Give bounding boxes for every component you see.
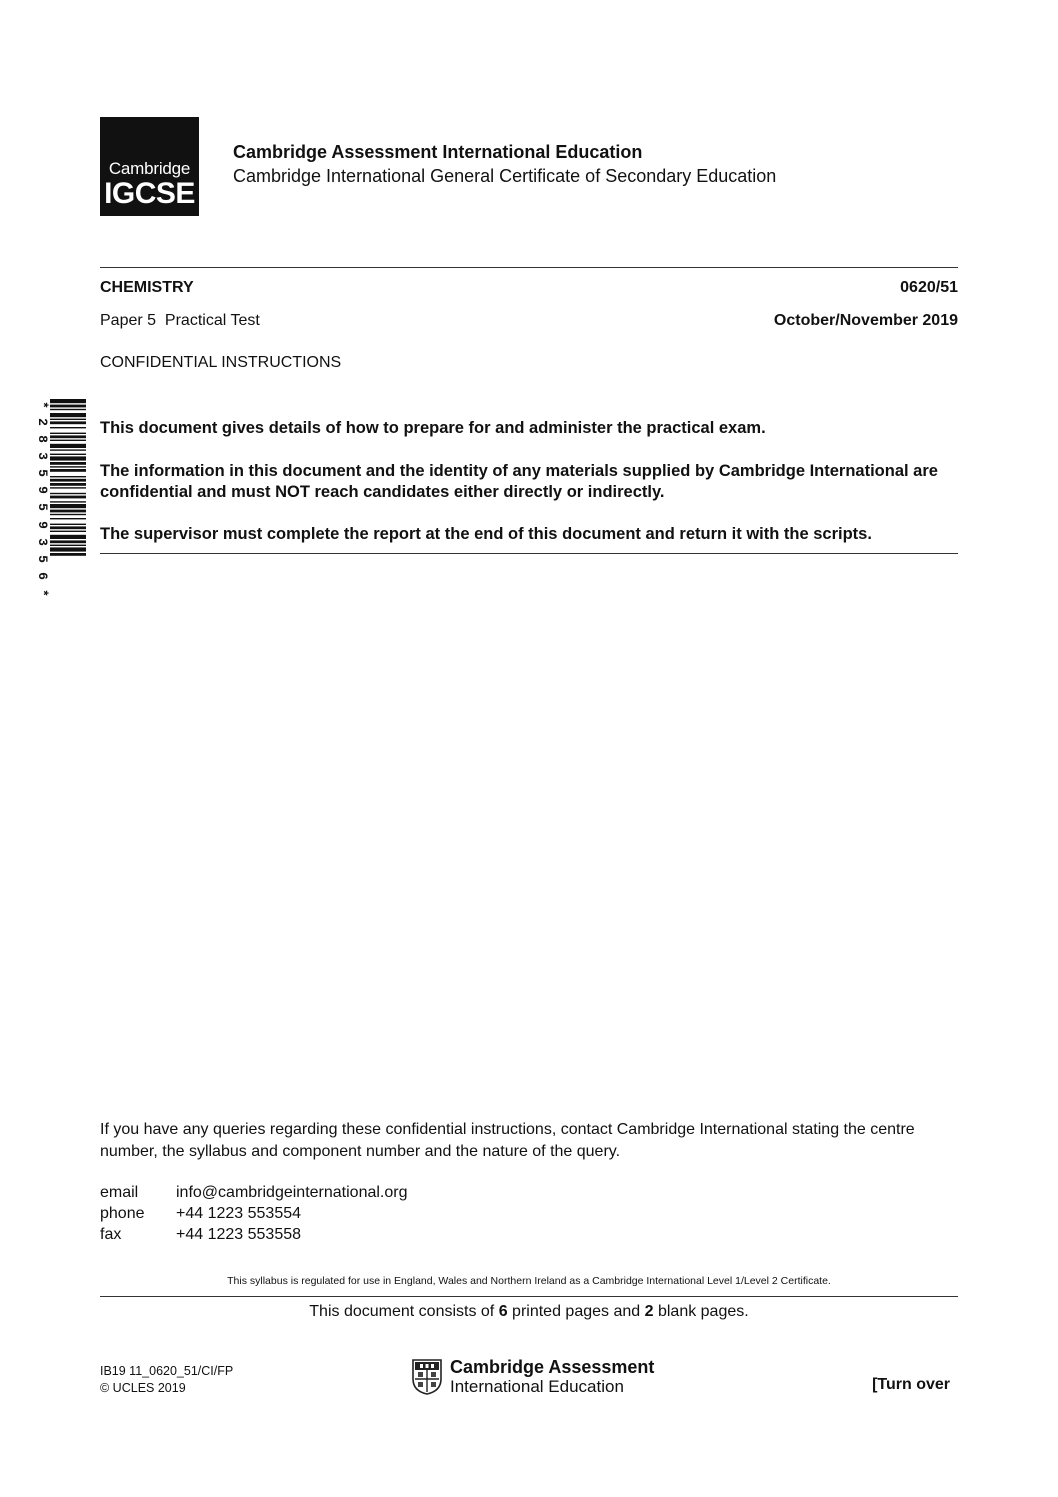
barcode-bar	[50, 547, 86, 551]
barcode-bar	[50, 444, 86, 448]
page-count-statement	[0, 1303, 1058, 1321]
notice-supervisor: The supervisor must complete the report at the end of this document and return it with the scripts.	[100, 525, 872, 543]
igcse-logo	[100, 117, 199, 216]
barcode-bar	[50, 435, 86, 438]
organisation-name: Cambridge Assessment International Education	[233, 142, 643, 162]
footer-divider	[100, 1296, 958, 1297]
consists-middle: printed pages and	[507, 1303, 645, 1320]
consists-prefix: This document consists of	[309, 1303, 499, 1320]
printed-pages-count: 6	[498, 1303, 508, 1320]
barcode-digit: 9	[35, 486, 50, 495]
blank-pages-count: 2	[644, 1303, 654, 1320]
barcode-digit: 2	[35, 418, 50, 426]
document-type: CONFIDENTIAL INSTRUCTIONS	[100, 354, 342, 371]
candidate-barcode	[36, 399, 86, 599]
turn-over-label: [Turn over	[872, 1376, 950, 1393]
barcode-digit: 6	[35, 571, 50, 580]
email-value[interactable]: info@cambridgeinternational.org	[176, 1184, 408, 1201]
barcode-digit: 5	[35, 503, 50, 512]
phone-value: +44 1223 553554	[176, 1205, 302, 1222]
fax-value: +44 1223 553558	[176, 1226, 302, 1243]
barcode-bar	[50, 545, 86, 546]
regulation-note: This syllabus is regulated for use in England, Wales and Northern Ireland as a Cambridge International Level 1/Level 2 Certificate.	[227, 1275, 831, 1287]
barcode-digit: *	[35, 588, 50, 597]
barcode-digit: 3	[35, 452, 50, 461]
queries-text: If you have any queries regarding these confidential instructions, contact Cambridge International stating the centre number, the syllabus and component number and the nature of the query.	[100, 1121, 915, 1160]
barcode-bar	[50, 510, 86, 513]
document-reference	[100, 1363, 233, 1397]
consists-suffix: blank pages.	[653, 1303, 749, 1320]
barcode-bar	[50, 454, 86, 455]
barcode-bar	[50, 413, 86, 417]
qualification-name: Cambridge International General Certificate of Secondary Education	[233, 166, 777, 186]
paper-title: Paper 5 Practical Test	[100, 312, 260, 329]
barcode-digit: 8	[35, 435, 50, 444]
barcode-bar	[50, 493, 86, 494]
barcode-bar	[50, 518, 86, 519]
footer-logo-line2: International Education	[450, 1377, 624, 1396]
barcode-bar	[50, 427, 86, 428]
barcode-bar	[50, 487, 86, 488]
exam-session: October/November 2019	[773, 312, 958, 329]
barcode-digit: 9	[35, 520, 50, 529]
barcode-bar	[50, 535, 86, 539]
cambridge-assessment-logo	[412, 1357, 655, 1399]
barcode-bar	[50, 526, 86, 529]
top-divider	[100, 267, 958, 268]
reference-code: IB19 11_0620_51/CI/FP	[100, 1364, 234, 1378]
logo-cambridge-text: Cambridge	[108, 159, 191, 178]
barcode-bar	[50, 476, 86, 477]
barcode-bar	[50, 421, 86, 424]
barcode-bar	[50, 449, 86, 450]
barcode-bar	[50, 501, 86, 502]
email-label: email	[100, 1184, 139, 1201]
barcode-bar	[50, 540, 86, 543]
barcode-bar	[50, 504, 86, 508]
notices-divider	[100, 553, 958, 554]
barcode-bar	[50, 419, 86, 420]
footer-logo-line1: Cambridge Assessment	[450, 1357, 655, 1377]
barcode-bar	[50, 409, 86, 410]
subject-title: CHEMISTRY	[100, 279, 194, 296]
barcode-bar	[50, 514, 86, 515]
barcode-bar	[50, 483, 86, 486]
crest-icon	[412, 1359, 442, 1395]
notice-prepare: This document gives details of how to prepare for and administer the practical exam.	[100, 419, 766, 437]
phone-label: phone	[100, 1205, 145, 1222]
barcode-digit: 5	[35, 554, 50, 563]
barcode-digit: 5	[35, 469, 50, 478]
barcode-bar	[50, 479, 86, 482]
logo-igcse-text: IGCSE	[104, 177, 195, 210]
barcode-bar	[50, 399, 86, 403]
barcode-digits	[36, 399, 48, 599]
barcode-bar	[50, 466, 86, 467]
barcode-bar	[50, 456, 86, 460]
barcode-bar	[50, 440, 86, 441]
notice-confidential: The information in this document and the identity of any materials supplied by Cambridge International are confidential and must NOT reach candidates either directly or indirectly.	[100, 462, 938, 501]
barcode-bar	[50, 433, 86, 434]
fax-label: fax	[100, 1226, 122, 1243]
barcode-bars	[50, 399, 86, 599]
barcode-bar	[50, 462, 86, 465]
syllabus-code: 0620/51	[900, 279, 958, 296]
barcode-bar	[50, 496, 86, 499]
barcode-bar	[50, 553, 86, 556]
barcode-bar	[50, 531, 86, 532]
barcode-bar	[50, 524, 86, 525]
barcode-digit: *	[35, 401, 50, 409]
copyright-notice: © UCLES 2019	[100, 1381, 186, 1395]
barcode-bar	[50, 405, 86, 408]
barcode-digit: 3	[35, 537, 50, 546]
barcode-bar	[50, 469, 86, 472]
